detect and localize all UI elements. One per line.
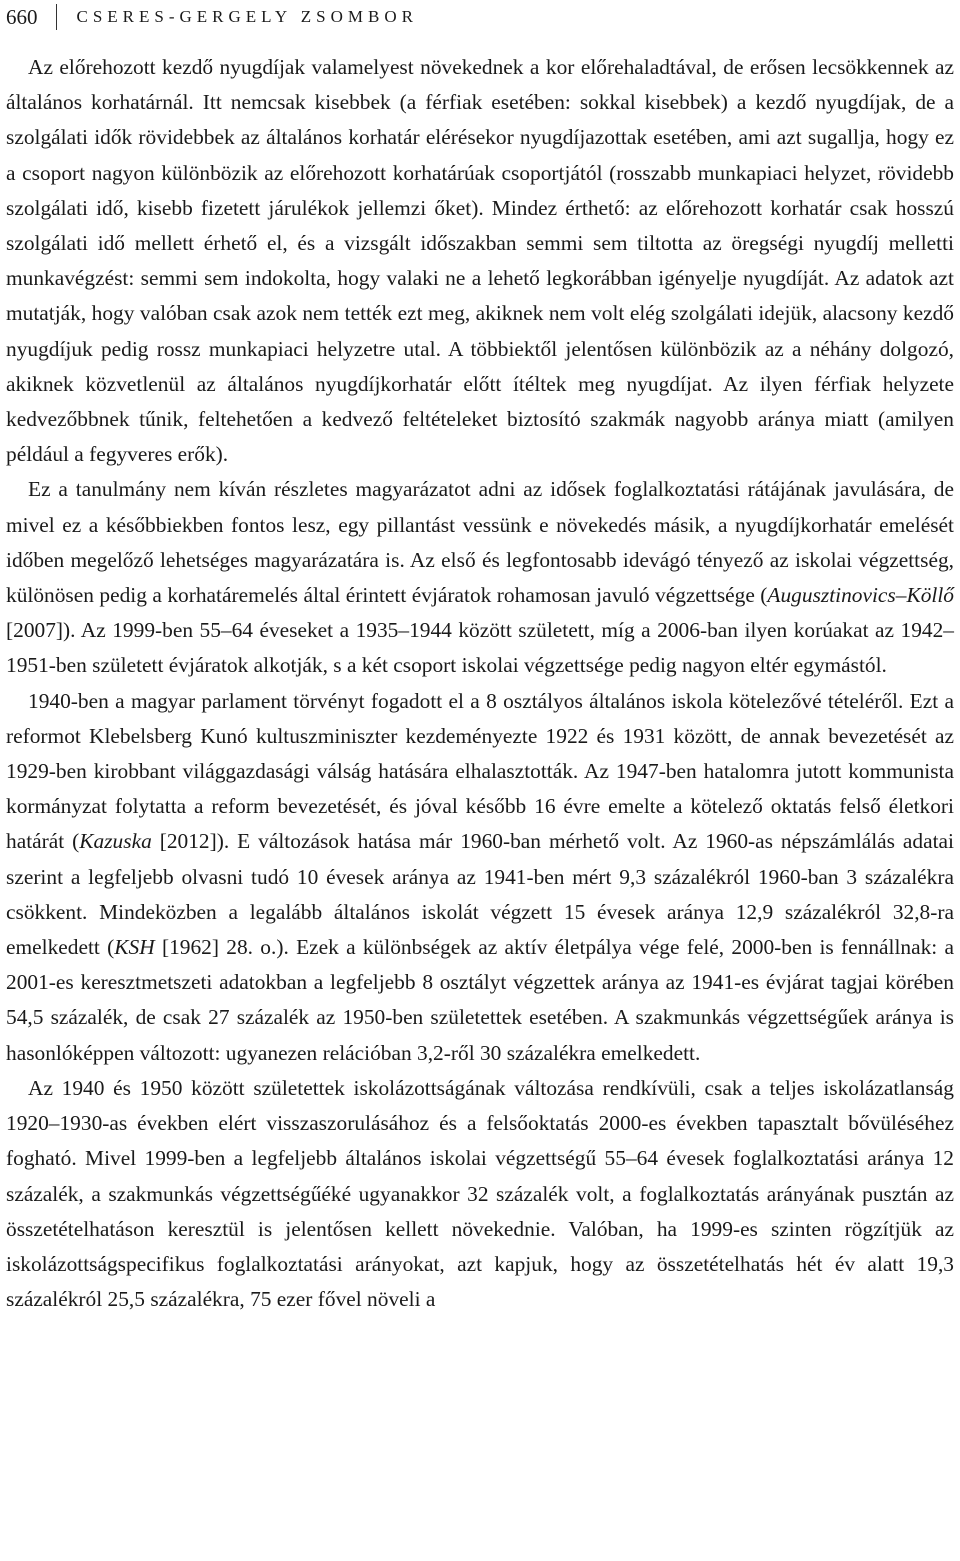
- page-number: 660: [6, 4, 57, 30]
- text-run: [2012]). E változások hatása már 1960-ban mérhető volt. Az 1960-as népszámlálás adatai szerint a legfeljebb olvasni tudó 10 évesek aránya az 1941-ben mért 9,3 százalékról 1960-ban 3 százalékra csökkent. Mindeközben a legalább általános iskolát végzett 15 évesek aránya 12,9 százalékról 32,8-ra emelkedett (: [6, 829, 954, 960]
- text-run: Ez a tanulmány nem kíván részletes magyarázatot adni az idősek foglalkoztatási rátájának javulására, de mivel ez a későbbiekben fontos lesz, egy pillantást vessünk e növekedés másik, a nyugdíjkorhatár emelését időben megelőző lehetséges magyarázatára is. Az első és legfontosabb idevágó tényező az iskolai végzettség, különösen pedig a korhatáremelés által érintett évjáratok rohamosan javuló végzettsége (: [6, 477, 954, 608]
- text-run: [1962] 28. o.). Ezek a különbségek az aktív életpálya vége felé, 2000-ben is fennállnak: a 2001-es keresztmetszeti adatokban a legfeljebb 8 osztályt végzettek aránya az 1941-es évjárat tagjai körében 54,5 százalék, de csak 27 százalék az 1950-ben születettek esetében. A szakmunkás végzettségűek aránya is hasonlóképpen változott: ugyanezen relációban 3,2-ről 30 százalékra emelkedett.: [6, 935, 954, 1065]
- running-head-author: CSERES-GERGELY ZSOMBOR: [76, 7, 418, 26]
- body-text: [6, 50, 954, 1317]
- text-run: Az 1940 és 1950 között születettek iskolázottságának változása rendkívüli, csak a teljes iskolázatlanság 1920–1930-as években elért visszaszorulásához és a felsőoktatás 2000-es években tapasztalt bővüléséhez fogható. Mivel 1999-ben a legfeljebb általános iskolai végzettségű 55–64 évesek foglalkoztatási aránya 12 százalék, a szakmunkás végzettségűéké ugyanakkor 32 százalék volt, a foglalkoztatás arányának pusztán az összetételhatáson keresztül is jelentősen kellett növekednie. Valóban, ha 1999-es szinten rögzítjük az iskolázottságspecifikus foglalkoztatási arányokat, azt kapjuk, hogy az összetételhatás hét év alatt 19,3 százalékról 25,5 százalékra, 75 ezer fővel növeli a: [6, 1075, 954, 1312]
- page-header: [6, 2, 418, 32]
- paragraph: [6, 472, 954, 683]
- text-run: Az előrehozott kezdő nyugdíjak valamelyest növekednek a kor előrehaladtával, de erősen lecsökkennek az általános korhatárnál. Itt nemcsak kisebbek (a férfiak esetében: sokkal kisebbek) a kezdő nyugdíjak, de a szolgálati idők rövidebbek az általános korhatár elérésekor nyugdíjazottak esetében, ami azt sugallja, hogy ez a csoport nagyon különbözik az előrehozott korhatárúak csoportjától (rosszabb munkapiaci helyzet, rövidebb szolgálati idő, kisebb fizetett járulékok jellemzi őket). Mindez érthető: az előrehozott korhatár csak hosszú szolgálati idő mellett érhető el, és a vizsgált időszakban semmi sem tiltotta az öregségi nyugdíj melletti munkavégzést: semmi sem indokolta, hogy valaki ne a lehető legkorábban igényelje nyugdíját. Az adatok azt mutatják, hogy valóban csak azok nem tették ezt meg, akiknek nem volt elég szolgálati idejük, alacsony kezdő nyugdíjuk pedig rossz munkapiaci helyzetre utal. A többiektől jelentősen különbözik az a néhány dolgozó, akiknek közvetlenül az általános nyugdíjkorhatár előtt ítéltek meg nyugdíjat. Az ilyen férfiak helyzete kedvezőbbnek tűnik, feltehetően a kedvező feltételeket biztosító szakmák nagyobb aránya miatt (amilyen például a fegyveres erők).: [6, 55, 954, 467]
- text-run: [2007]). Az 1999-ben 55–64 éveseket a 1935–1944 között született, míg a 2006-ban ilyen korúakat az 1942–1951-ben született évjáratok alkotják, s a két csoport iskolai végzettsége pedig nagyon eltér egymástól.: [6, 618, 954, 678]
- text-run: 1940-ben a magyar parlament törvényt fogadott el a 8 osztályos általános iskola kötelezővé tételéről. Ezt a reformot Klebelsberg Kunó kultuszminiszter kezdeményezte 1922 és 1931 között, de annak bevezetését az 1929-ben kirobbant világgazdasági válság hatására elhalasztották. Az 1947-ben hatalomra jutott kommunista kormányzat folytatta a reform bevezetését, és jóval később 16 évre emelte a kötelező oktatás felső életkori határát (: [6, 688, 954, 854]
- paragraph: [6, 1071, 954, 1317]
- citation-author: Augusztinovics–Köllő: [767, 583, 954, 608]
- paragraph: [6, 50, 954, 472]
- citation-author: KSH: [114, 935, 155, 960]
- paragraph: [6, 684, 954, 1071]
- citation-author: Kazuska: [79, 829, 152, 854]
